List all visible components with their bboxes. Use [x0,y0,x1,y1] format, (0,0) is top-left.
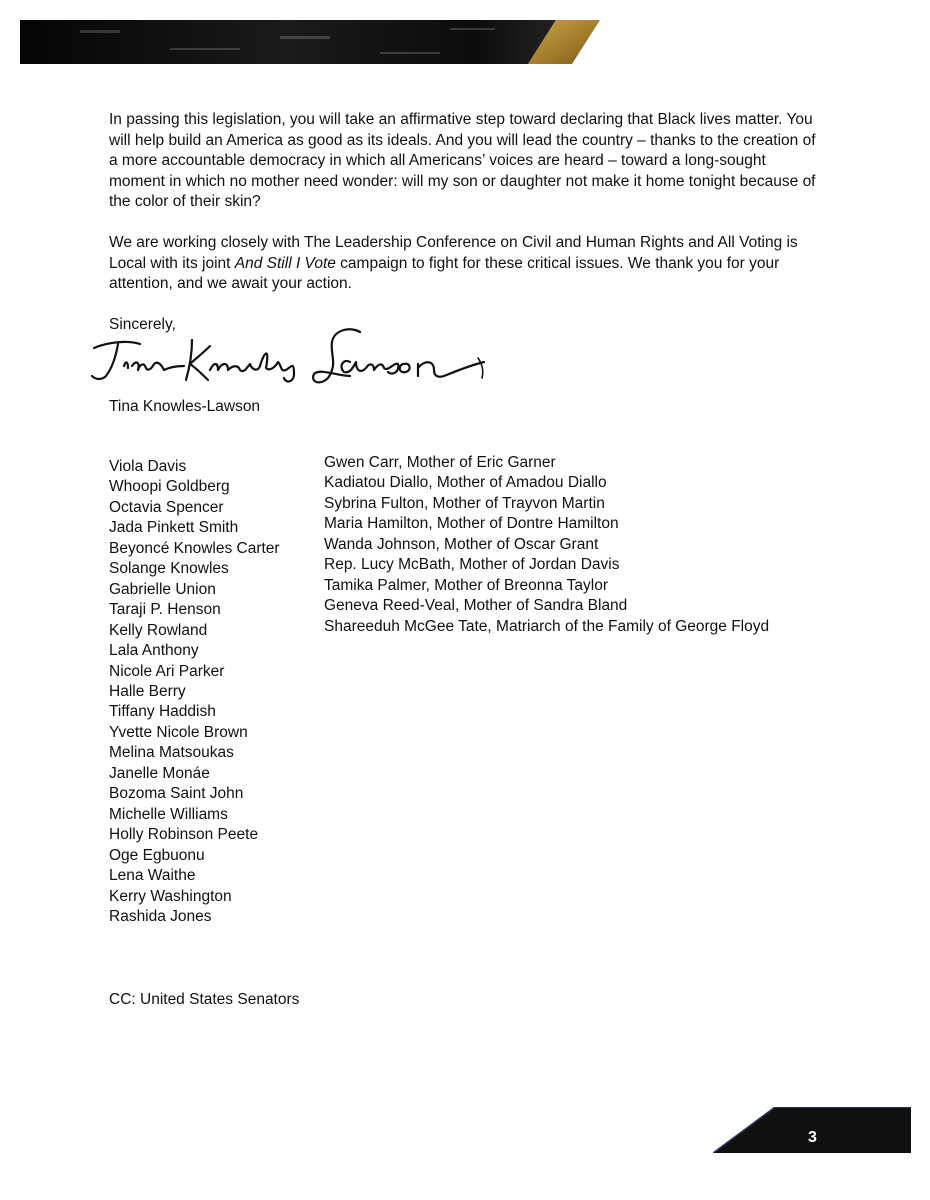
signatory-mother: Geneva Reed-Veal, Mother of Sandra Bland [324,597,628,615]
paragraph-campaign-outro: campaign to fight for these critical issues. We thank you for your attention, and we await your action. [109,254,780,292]
letter-body [109,110,824,315]
signatory-mother: Shareeduh McGee Tate, Matriarch of the Family of George Floyd [324,617,770,635]
signatories-right-column [324,453,769,637]
signatory: Jada Pinkett Smith [109,519,239,537]
signatory: Rashida Jones [109,907,212,925]
signatory: Oge Egbuonu [109,846,205,864]
signatories-left-column [109,457,280,927]
signatory: Yvette Nicole Brown [109,723,248,741]
signatory: Kerry Washington [109,887,232,905]
signatory: Holly Robinson Peete [109,826,259,844]
signatory: Lala Anthony [109,642,199,660]
signatory-mother: Wanda Johnson, Mother of Oscar Grant [324,535,599,553]
signatory-mother: Gwen Carr, Mother of Eric Garner [324,454,556,471]
paragraph-campaign [109,233,824,295]
signatory: Whoopi Goldberg [109,478,230,496]
signatory: Lena Waithe [109,867,196,885]
paragraph-legislation: In passing this legislation, you will take an affirmative step toward declaring that Black lives matter. You will help build an America as good as its ideals. And you will lead the country – thanks to the creation of a more accountable democracy in which all Americans’ voices are heard – toward a long-sought moment in which no mother need wonder: will my son or daughter not make it home tonight because of the color of their skin? [109,111,816,210]
signer-name: Tina Knowles-Lawson [109,398,261,415]
signature-graphic [88,322,493,394]
signatory: Halle Berry [109,682,186,700]
signatory: Nicole Ari Parker [109,662,225,680]
header-band [20,20,600,64]
signatory: Kelly Rowland [109,621,208,639]
paragraph-campaign-intro: We are working closely with The Leadership Conference on Civil and Human Rights and All Voting is Local with its joint [109,234,798,272]
signatory: Melina Matsoukas [109,744,234,762]
band-black-shape [20,20,556,64]
signatory-mother: Maria Hamilton, Mother of Dontre Hamilton [324,515,619,533]
signatory: Janelle Monáe [109,764,210,782]
signatory: Tiffany Haddish [109,703,216,721]
signatory-mother: Sybrina Fulton, Mother of Trayvon Martin [324,494,605,512]
header-band-graphic [20,20,600,64]
signatory: Gabrielle Union [109,580,216,598]
salutation: Sincerely, [109,316,176,333]
signatory-mother: Tamika Palmer, Mother of Breonna Taylor [324,576,609,594]
signatory-mother: Kadiatou Diallo, Mother of Amadou Diallo [324,474,607,492]
signatory: Beyoncé Knowles Carter [109,539,280,557]
signatory: Taraji P. Henson [109,601,221,619]
signatory: Michelle Williams [109,805,228,823]
signatory: Viola Davis [109,458,187,475]
cc-line: CC: United States Senators [109,991,300,1008]
page-number: 3 [808,1129,817,1146]
campaign-name: And Still I Vote [234,254,336,272]
signature [88,322,493,394]
signatory: Solange Knowles [109,560,229,578]
signatory-mother: Rep. Lucy McBath, Mother of Jordan Davis [324,556,620,574]
signatory: Octavia Spencer [109,498,224,516]
signatory: Bozoma Saint John [109,785,244,803]
